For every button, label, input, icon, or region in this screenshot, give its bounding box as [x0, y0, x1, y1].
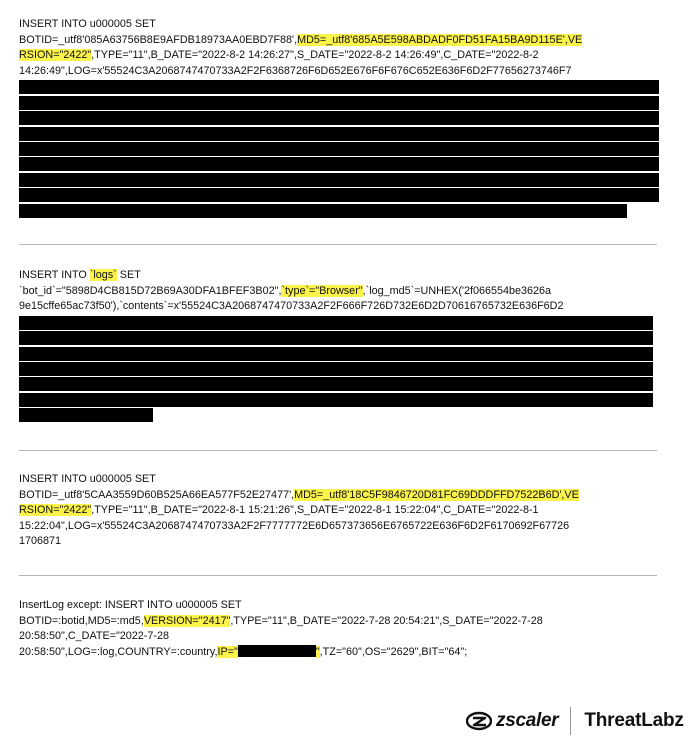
- highlighted-text: IP=": [217, 645, 238, 658]
- sql-header: INSERT INTO u000005 SET: [19, 18, 156, 30]
- code-text: `bot_id`="5898D4CB815D72B69A30DFA1BFEF3B02",: [19, 284, 282, 297]
- highlighted-text: ": [315, 645, 320, 658]
- code-line: [19, 488, 659, 504]
- code-text: ,TYPE="11",B_DATE="2022-8-2 14:26:27",S_DATE="2022-8-2 14:26:49",C_DATE="2022-8-2: [91, 49, 539, 61]
- redacted-line: [19, 393, 653, 407]
- code-line: [19, 645, 659, 661]
- divider: [19, 244, 657, 245]
- code-text: 14:26:49",LOG=x'55524C3A2068747470733A2F2F6368726F6D652E676F6F676C652E636F6D2F77656273746F7: [19, 64, 572, 77]
- code-text: 20:58:50",C_DATE="2022-7-28: [19, 630, 170, 642]
- sql-header: InsertLog except: INSERT INTO u000005 SET: [19, 599, 242, 611]
- code-line: [19, 519, 659, 535]
- footer-separator: [570, 707, 571, 735]
- redacted-line: [19, 188, 659, 202]
- zscaler-swoosh-icon: [466, 711, 492, 731]
- code-line: [19, 614, 659, 630]
- code-text: ,TYPE="11",B_DATE="2022-7-28 20:54:21",S_DATE="2022-7-28: [230, 614, 543, 627]
- highlighted-text: VERSION="2417": [143, 614, 231, 627]
- sql-header: [19, 268, 659, 284]
- footer-branding: [466, 706, 684, 736]
- divider: [19, 450, 657, 451]
- sql-header: INSERT INTO u000005 SET: [19, 473, 156, 485]
- code-text: ,TYPE="11",B_DATE="2022-8-1 15:21:26",S_DATE="2022-8-1 15:22:04",C_DATE="2022-8-1: [91, 504, 539, 516]
- redacted-line: [19, 142, 659, 156]
- highlighted-text: `logs`: [89, 269, 117, 281]
- code-text: BOTID=_utf8'085A63756B8E9AFDB18973AA0EBD7F88',: [19, 33, 298, 46]
- code-line: [19, 534, 659, 550]
- redacted-line: [19, 96, 659, 110]
- highlighted-text: `type`="Browser": [281, 284, 363, 297]
- code-line: [19, 284, 659, 300]
- code-text: 20:58:50",LOG=:log,COUNTRY=:country,: [19, 645, 218, 658]
- redacted-line: [19, 157, 659, 171]
- redacted-line: [19, 347, 653, 361]
- redacted-line: [19, 204, 627, 218]
- zscaler-wordmark: zscaler: [496, 710, 559, 731]
- code-text: BOTID=:botid,MD5=:md5,: [19, 614, 144, 627]
- code-line: [19, 48, 659, 64]
- redacted-line: [19, 362, 653, 376]
- code-text: ,TZ="60",OS="2629",BIT="64";: [319, 645, 468, 658]
- highlighted-text: MD5=_utf8'18C5F9846720D81FC69DDDFFD7522B6D',VE: [294, 488, 579, 501]
- sql-snippet-1: [19, 17, 659, 219]
- code-line: [19, 629, 659, 645]
- code-text: 9e15cffe65ac73f50'),`contents`=x'55524C3A2068747470733A2F2F666F726D732E6D2D70616765732E636F6D2: [19, 300, 564, 312]
- highlighted-text: MD5=_utf8'685A5E598ABDADF0FD51FA15BA9D115E',VE: [297, 33, 583, 46]
- code-text: BOTID=_utf8'5CAA3559D60B525A66EA577F52E27477',: [19, 488, 295, 501]
- redacted-line: [19, 173, 659, 187]
- code-text: SET: [116, 269, 141, 281]
- sql-snippet-2: [19, 268, 659, 424]
- sql-snippet-4: [19, 598, 659, 660]
- redacted-line: [19, 111, 659, 125]
- code-text: 1706871: [19, 535, 62, 547]
- redacted-line: [19, 377, 653, 391]
- code-line: [19, 33, 659, 49]
- threatlabz-wordmark: ThreatLabz: [584, 710, 684, 731]
- code-text: INSERT INTO: [19, 269, 90, 281]
- redacted-line: [19, 80, 659, 94]
- code-text: 15:22:04",LOG=x'55524C3A2068747470733A2F2F7777772E6D657373656E6765722E636F6D2F6170692F67726: [19, 519, 570, 532]
- highlighted-text: RSION="2422": [19, 49, 92, 61]
- code-line: [19, 299, 659, 315]
- code-line: [19, 503, 659, 519]
- redacted-line: [19, 331, 653, 345]
- divider: [19, 575, 657, 576]
- code-text: ,`log_md5`=UNHEX('2f066554be3626a: [362, 284, 552, 297]
- redacted-line: [19, 316, 653, 330]
- sql-snippet-3: [19, 472, 659, 550]
- redacted-line: [19, 408, 153, 422]
- highlighted-text: RSION="2422": [19, 504, 92, 516]
- redacted-line: [19, 127, 659, 141]
- ip-redaction: [238, 645, 316, 657]
- zscaler-logo: [466, 710, 558, 732]
- code-line: [19, 64, 659, 80]
